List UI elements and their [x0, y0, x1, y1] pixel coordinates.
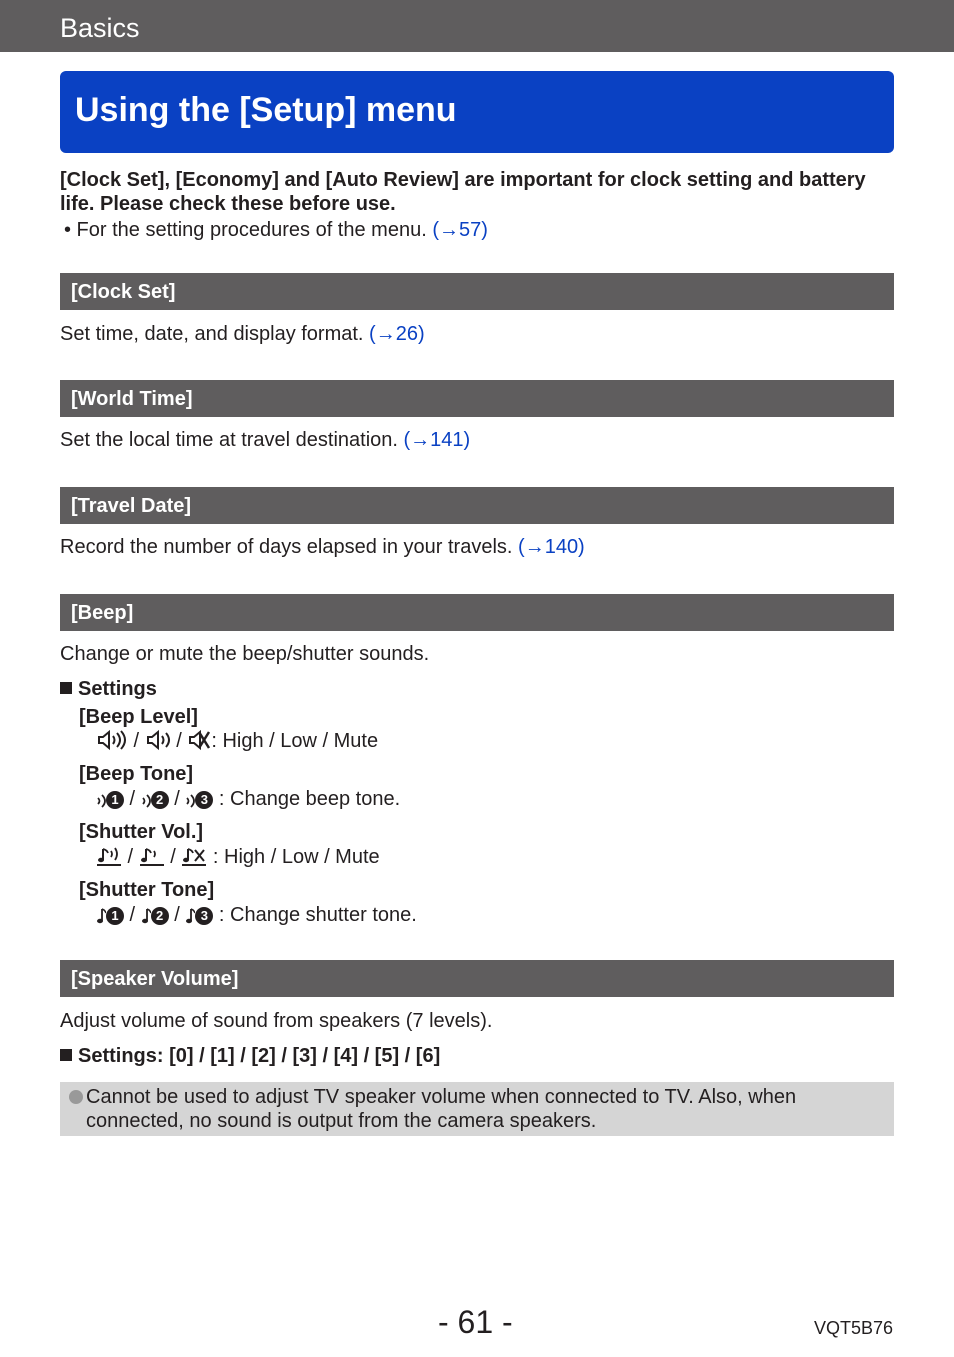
intro-bullet-text: • For the setting procedures of the menu.: [64, 219, 433, 241]
bullet-dot-icon: [69, 1090, 83, 1104]
square-bullet-icon: [60, 682, 72, 694]
shutter-vol-high-icon: [96, 845, 122, 867]
clock-set-desc: [60, 322, 425, 346]
shutter-tone-2-icon: 2: [151, 907, 169, 925]
world-time-desc: [60, 428, 470, 452]
shutter-tone-options: [96, 903, 417, 927]
section-bar-world-time: [World Time]: [60, 380, 894, 417]
beep-settings-heading: [60, 678, 157, 701]
clock-set-desc-text: Set time, date, and display format.: [60, 323, 370, 345]
world-time-desc-text: Set the local time at travel destination.: [60, 429, 404, 451]
world-time-link[interactable]: (→141): [403, 429, 471, 451]
section-bar-clock-set: [Clock Set]: [60, 273, 894, 310]
beep-tone-2-icon: 2: [151, 791, 169, 809]
shutter-tone-text: : Change shutter tone.: [213, 904, 417, 926]
shutter-vol-mute-icon: [181, 845, 207, 867]
note-text: Cannot be used to adjust TV speaker volume when connected to TV. Also, when connected, no sound is output from the camera speakers.: [86, 1086, 797, 1132]
shutter-tone-1-icon: 1: [106, 907, 124, 925]
note-box: [60, 1082, 894, 1136]
beep-level-options: [96, 729, 378, 753]
speaker-volume-settings: [60, 1045, 440, 1068]
shutter-vol-separator-2: /: [164, 846, 182, 868]
beep-settings-label: Settings: [78, 678, 157, 700]
square-bullet-icon: [60, 1049, 72, 1061]
travel-date-link[interactable]: (→140): [518, 536, 585, 558]
beep-tone-wave-icon: [141, 793, 151, 809]
music-note-icon: [185, 907, 195, 925]
beep-level-separator-2: /: [170, 730, 188, 752]
music-note-icon: [96, 907, 106, 925]
beep-level-title: [Beep Level]: [79, 706, 198, 728]
section-bar-speaker-volume: [Speaker Volume]: [60, 960, 894, 997]
beep-desc: Change or mute the beep/shutter sounds.: [60, 643, 430, 665]
beep-level-separator-1: /: [128, 730, 145, 752]
speaker-volume-desc: Adjust volume of sound from speakers (7 levels).: [60, 1010, 493, 1032]
shutter-vol-options: [96, 845, 380, 869]
beep-low-icon: [145, 729, 171, 751]
section-bar-beep: [Beep]: [60, 594, 894, 631]
intro-bullet: [60, 218, 894, 242]
beep-tone-separator-1: /: [124, 788, 141, 810]
beep-tone-separator-2: /: [168, 788, 186, 810]
beep-mute-icon: [187, 729, 211, 751]
shutter-vol-text: : High / Low / Mute: [207, 846, 380, 868]
beep-tone-wave-icon: [96, 793, 106, 809]
shutter-vol-title: [Shutter Vol.]: [79, 821, 204, 843]
speaker-volume-settings-label: Settings: [0] / [1] / [2] / [3] / [4] / [5] / [6]: [78, 1045, 441, 1067]
intro-link[interactable]: (→57): [432, 219, 488, 241]
beep-level-text: : High / Low / Mute: [211, 730, 379, 752]
shutter-vol-low-icon: [139, 845, 165, 867]
beep-tone-text: : Change beep tone.: [213, 788, 401, 810]
beep-tone-options: [96, 787, 400, 811]
intro-bold-text: [Clock Set], [Economy] and [Auto Review] are important for clock setting and battery life. Please check these before use.: [60, 169, 866, 215]
beep-tone-title: [Beep Tone]: [79, 763, 194, 785]
intro: [60, 168, 894, 242]
music-note-icon: [141, 907, 151, 925]
section-label: Basics: [60, 13, 140, 43]
shutter-tone-separator-1: /: [124, 904, 141, 926]
section-bar-travel-date: [Travel Date]: [60, 487, 894, 524]
page-title: Using the [Setup] menu: [75, 91, 457, 129]
page-number: - 61 -: [438, 1304, 513, 1340]
shutter-tone-title: [Shutter Tone]: [79, 879, 215, 901]
beep-tone-3-icon: 3: [195, 791, 213, 809]
shutter-tone-separator-2: /: [168, 904, 186, 926]
title-banner: [60, 71, 894, 153]
shutter-tone-3-icon: 3: [195, 907, 213, 925]
document-code: VQT5B76: [814, 1318, 894, 1338]
clock-set-link[interactable]: (→26): [369, 323, 425, 345]
beep-tone-wave-icon: [185, 793, 195, 809]
travel-date-desc-text: Record the number of days elapsed in your travels.: [60, 536, 519, 558]
shutter-vol-separator-1: /: [122, 846, 139, 868]
beep-tone-1-icon: 1: [106, 791, 124, 809]
top-bar: [0, 0, 954, 52]
travel-date-desc: [60, 535, 585, 559]
beep-high-icon: [96, 729, 128, 751]
